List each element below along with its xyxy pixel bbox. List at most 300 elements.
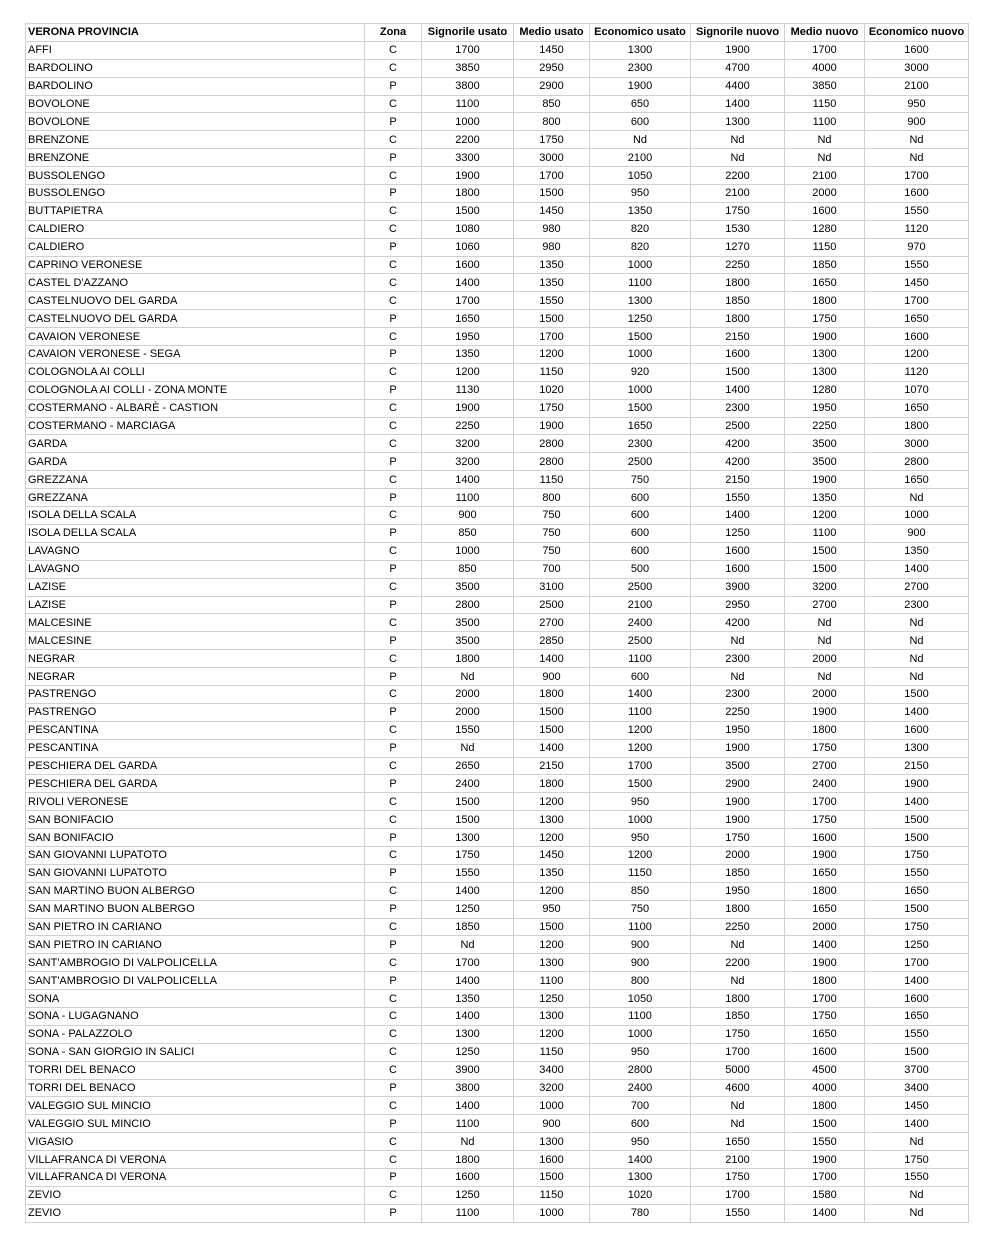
cell-economico-usato: 1900 (590, 77, 691, 95)
table-row (26, 310, 969, 328)
cell-economico-nuovo: 1600 (865, 185, 969, 203)
cell-medio-usato: 950 (514, 900, 590, 918)
cell-signorile-nuovo: 1600 (691, 560, 785, 578)
cell-economico-usato: 1400 (590, 1151, 691, 1169)
cell-signorile-nuovo: 2250 (691, 918, 785, 936)
table-row (26, 41, 969, 59)
cell-medio-usato: 750 (514, 507, 590, 525)
cell-medio-usato: 1400 (514, 650, 590, 668)
cell-signorile-nuovo: Nd (691, 668, 785, 686)
cell-signorile-usato: 1900 (422, 399, 514, 417)
cell-economico-nuovo: 900 (865, 524, 969, 542)
cell-comune: GARDA (26, 453, 365, 471)
cell-comune: BUTTAPIETRA (26, 202, 365, 220)
cell-economico-usato: 600 (590, 1115, 691, 1133)
table-row (26, 1097, 969, 1115)
cell-medio-nuovo: 1800 (785, 721, 865, 739)
cell-zona: C (365, 954, 422, 972)
cell-signorile-usato: 2000 (422, 685, 514, 703)
cell-economico-nuovo: 1350 (865, 542, 969, 560)
cell-signorile-nuovo: 2100 (691, 185, 785, 203)
cell-economico-nuovo: 1200 (865, 346, 969, 364)
cell-economico-usato: 750 (590, 471, 691, 489)
cell-medio-usato: 2850 (514, 632, 590, 650)
cell-signorile-usato: 1300 (422, 829, 514, 847)
cell-economico-nuovo: 1700 (865, 292, 969, 310)
cell-economico-usato: 1000 (590, 381, 691, 399)
cell-comune: BOVOLONE (26, 95, 365, 113)
cell-medio-usato: 850 (514, 95, 590, 113)
cell-economico-nuovo: 970 (865, 238, 969, 256)
table-row (26, 1133, 969, 1151)
cell-medio-usato: 1100 (514, 972, 590, 990)
cell-economico-nuovo: 1120 (865, 363, 969, 381)
cell-comune: AFFI (26, 41, 365, 59)
cell-economico-nuovo: 1550 (865, 864, 969, 882)
cell-comune: CAPRINO VERONESE (26, 256, 365, 274)
cell-zona: P (365, 1115, 422, 1133)
cell-comune: SAN GIOVANNI LUPATOTO (26, 846, 365, 864)
cell-economico-nuovo: 1800 (865, 417, 969, 435)
cell-zona: P (365, 149, 422, 167)
cell-economico-usato: 1400 (590, 685, 691, 703)
cell-zona: C (365, 59, 422, 77)
cell-economico-nuovo: 2100 (865, 77, 969, 95)
cell-signorile-nuovo: Nd (691, 1115, 785, 1133)
table-row (26, 292, 969, 310)
cell-zona: C (365, 328, 422, 346)
cell-zona: C (365, 363, 422, 381)
cell-signorile-nuovo: 2250 (691, 256, 785, 274)
cell-economico-usato: 950 (590, 1133, 691, 1151)
cell-signorile-usato: 3200 (422, 435, 514, 453)
cell-comune: ZEVIO (26, 1186, 365, 1204)
cell-medio-nuovo: 1100 (785, 113, 865, 131)
cell-medio-nuovo: 2000 (785, 918, 865, 936)
price-table (25, 23, 969, 1223)
cell-medio-usato: 1300 (514, 811, 590, 829)
cell-signorile-usato: 1750 (422, 846, 514, 864)
cell-signorile-nuovo: 1700 (691, 1043, 785, 1061)
table-row (26, 721, 969, 739)
cell-economico-nuovo: 1070 (865, 381, 969, 399)
cell-signorile-usato: 1250 (422, 1043, 514, 1061)
cell-signorile-nuovo: 1750 (691, 829, 785, 847)
cell-medio-nuovo: Nd (785, 668, 865, 686)
cell-medio-usato: 980 (514, 238, 590, 256)
cell-economico-usato: 1150 (590, 864, 691, 882)
cell-comune: PESCANTINA (26, 721, 365, 739)
table-row (26, 95, 969, 113)
cell-signorile-nuovo: 2300 (691, 399, 785, 417)
cell-medio-nuovo: Nd (785, 149, 865, 167)
table-row (26, 381, 969, 399)
cell-signorile-usato: 2400 (422, 775, 514, 793)
cell-economico-nuovo: 900 (865, 113, 969, 131)
cell-signorile-nuovo: 2950 (691, 596, 785, 614)
cell-economico-usato: 950 (590, 185, 691, 203)
cell-medio-usato: 1750 (514, 131, 590, 149)
cell-economico-nuovo: 1750 (865, 1151, 969, 1169)
cell-medio-nuovo: 1850 (785, 256, 865, 274)
cell-medio-nuovo: 1900 (785, 846, 865, 864)
table-row (26, 202, 969, 220)
cell-economico-usato: 800 (590, 972, 691, 990)
cell-medio-nuovo: 2000 (785, 185, 865, 203)
cell-economico-usato: 2100 (590, 149, 691, 167)
cell-signorile-nuovo: 1800 (691, 310, 785, 328)
cell-medio-usato: 1300 (514, 954, 590, 972)
cell-signorile-nuovo: 1300 (691, 113, 785, 131)
cell-medio-usato: 1350 (514, 274, 590, 292)
cell-zona: C (365, 757, 422, 775)
header-medio-nuovo: Medio nuovo (785, 24, 865, 42)
cell-signorile-nuovo: 1600 (691, 346, 785, 364)
cell-economico-nuovo: 2150 (865, 757, 969, 775)
cell-comune: SAN BONIFACIO (26, 811, 365, 829)
cell-medio-nuovo: 1650 (785, 900, 865, 918)
cell-economico-usato: 2500 (590, 632, 691, 650)
cell-medio-nuovo: 1500 (785, 542, 865, 560)
cell-signorile-usato: 1060 (422, 238, 514, 256)
cell-comune: PESCHIERA DEL GARDA (26, 757, 365, 775)
table-row (26, 274, 969, 292)
cell-zona: C (365, 1043, 422, 1061)
cell-economico-usato: 1350 (590, 202, 691, 220)
cell-zona: P (365, 596, 422, 614)
cell-medio-usato: 1000 (514, 1097, 590, 1115)
cell-economico-nuovo: 1500 (865, 685, 969, 703)
cell-zona: C (365, 292, 422, 310)
cell-economico-usato: 1050 (590, 990, 691, 1008)
cell-economico-usato: 700 (590, 1097, 691, 1115)
table-body (26, 41, 969, 1222)
cell-signorile-nuovo: 1850 (691, 1007, 785, 1025)
table-row (26, 507, 969, 525)
cell-medio-nuovo: 1700 (785, 41, 865, 59)
cell-medio-nuovo: 1700 (785, 1169, 865, 1187)
cell-medio-nuovo: 1280 (785, 381, 865, 399)
cell-medio-nuovo: 1100 (785, 524, 865, 542)
cell-economico-nuovo: 1120 (865, 220, 969, 238)
cell-zona: C (365, 793, 422, 811)
cell-comune: LAVAGNO (26, 560, 365, 578)
cell-economico-usato: 750 (590, 900, 691, 918)
cell-signorile-nuovo: 2150 (691, 471, 785, 489)
cell-zona: P (365, 524, 422, 542)
cell-medio-nuovo: 1600 (785, 1043, 865, 1061)
cell-signorile-nuovo: 2100 (691, 1151, 785, 1169)
cell-medio-usato: 1750 (514, 399, 590, 417)
cell-economico-nuovo: 1600 (865, 41, 969, 59)
table-row (26, 471, 969, 489)
cell-economico-nuovo: Nd (865, 650, 969, 668)
cell-medio-usato: 2950 (514, 59, 590, 77)
cell-economico-nuovo: 1400 (865, 560, 969, 578)
cell-signorile-nuovo: 1800 (691, 990, 785, 1008)
cell-medio-usato: 1800 (514, 775, 590, 793)
cell-zona: C (365, 721, 422, 739)
table-row (26, 596, 969, 614)
cell-comune: ZEVIO (26, 1204, 365, 1222)
cell-medio-usato: 1300 (514, 1133, 590, 1151)
cell-comune: GREZZANA (26, 471, 365, 489)
cell-medio-nuovo: 1900 (785, 703, 865, 721)
cell-zona: P (365, 1169, 422, 1187)
cell-signorile-nuovo: 1850 (691, 864, 785, 882)
cell-zona: C (365, 846, 422, 864)
cell-signorile-usato: 1350 (422, 990, 514, 1008)
table-row (26, 990, 969, 1008)
cell-economico-nuovo: Nd (865, 149, 969, 167)
cell-signorile-nuovo: 4200 (691, 614, 785, 632)
cell-medio-nuovo: 1900 (785, 471, 865, 489)
cell-economico-nuovo: 1900 (865, 775, 969, 793)
cell-economico-nuovo: 1500 (865, 900, 969, 918)
cell-medio-usato: 2500 (514, 596, 590, 614)
cell-economico-nuovo: 1650 (865, 310, 969, 328)
header-economico-nuovo: Economico nuovo (865, 24, 969, 42)
header-economico-usato: Economico usato (590, 24, 691, 42)
cell-zona: C (365, 274, 422, 292)
cell-signorile-nuovo: 1750 (691, 1169, 785, 1187)
cell-medio-usato: 1150 (514, 471, 590, 489)
cell-economico-usato: 600 (590, 113, 691, 131)
cell-comune: BRENZONE (26, 149, 365, 167)
cell-medio-nuovo: 1900 (785, 328, 865, 346)
cell-signorile-usato: 1500 (422, 202, 514, 220)
cell-economico-nuovo: 2700 (865, 578, 969, 596)
cell-medio-usato: 1500 (514, 185, 590, 203)
cell-medio-usato: 3200 (514, 1079, 590, 1097)
cell-signorile-nuovo: 1950 (691, 721, 785, 739)
cell-economico-nuovo: 2300 (865, 596, 969, 614)
table-row (26, 1043, 969, 1061)
cell-signorile-usato: 850 (422, 560, 514, 578)
cell-signorile-nuovo: 1650 (691, 1133, 785, 1151)
table-row (26, 220, 969, 238)
cell-signorile-nuovo: 2500 (691, 417, 785, 435)
cell-signorile-nuovo: 4600 (691, 1079, 785, 1097)
header-row (26, 24, 969, 42)
cell-economico-usato: 600 (590, 507, 691, 525)
cell-comune: PASTRENGO (26, 685, 365, 703)
table-row (26, 1204, 969, 1222)
cell-economico-nuovo: 1550 (865, 1169, 969, 1187)
cell-medio-nuovo: 1750 (785, 811, 865, 829)
cell-medio-usato: 3100 (514, 578, 590, 596)
cell-medio-usato: 2150 (514, 757, 590, 775)
cell-medio-usato: 700 (514, 560, 590, 578)
cell-zona: C (365, 1151, 422, 1169)
cell-medio-nuovo: 1750 (785, 739, 865, 757)
cell-signorile-usato: 3500 (422, 632, 514, 650)
header-signorile-nuovo: Signorile nuovo (691, 24, 785, 42)
cell-medio-usato: 3400 (514, 1061, 590, 1079)
cell-medio-nuovo: 1750 (785, 310, 865, 328)
cell-economico-usato: 1500 (590, 399, 691, 417)
cell-comune: LAVAGNO (26, 542, 365, 560)
cell-comune: SONA - LUGAGNANO (26, 1007, 365, 1025)
cell-economico-nuovo: 3400 (865, 1079, 969, 1097)
cell-economico-usato: 1500 (590, 328, 691, 346)
cell-signorile-usato: 1400 (422, 1007, 514, 1025)
cell-comune: BOVOLONE (26, 113, 365, 131)
cell-economico-usato: 1200 (590, 846, 691, 864)
cell-signorile-usato: Nd (422, 1133, 514, 1151)
cell-economico-nuovo: 1600 (865, 328, 969, 346)
cell-economico-nuovo: 1650 (865, 399, 969, 417)
cell-medio-usato: 1200 (514, 882, 590, 900)
cell-medio-nuovo: 2000 (785, 685, 865, 703)
cell-comune: BUSSOLENGO (26, 185, 365, 203)
cell-comune: BRENZONE (26, 131, 365, 149)
cell-signorile-usato: 1550 (422, 721, 514, 739)
table-row (26, 793, 969, 811)
cell-signorile-usato: 1600 (422, 256, 514, 274)
cell-comune: VALEGGIO SUL MINCIO (26, 1097, 365, 1115)
cell-signorile-usato: 1800 (422, 1151, 514, 1169)
cell-zona: C (365, 542, 422, 560)
cell-signorile-usato: 2800 (422, 596, 514, 614)
cell-economico-usato: 1300 (590, 292, 691, 310)
cell-comune: CAVAION VERONESE (26, 328, 365, 346)
cell-medio-nuovo: 1900 (785, 1151, 865, 1169)
cell-zona: C (365, 1133, 422, 1151)
cell-comune: GARDA (26, 435, 365, 453)
cell-economico-usato: 1650 (590, 417, 691, 435)
cell-economico-nuovo: 1750 (865, 846, 969, 864)
cell-signorile-nuovo: Nd (691, 1097, 785, 1115)
cell-economico-nuovo: 1400 (865, 703, 969, 721)
cell-signorile-usato: 1650 (422, 310, 514, 328)
cell-medio-nuovo: 1350 (785, 489, 865, 507)
cell-comune: CASTELNUOVO DEL GARDA (26, 292, 365, 310)
cell-medio-usato: 1150 (514, 1043, 590, 1061)
cell-economico-nuovo: 1700 (865, 167, 969, 185)
table-row (26, 578, 969, 596)
cell-signorile-nuovo: 1400 (691, 381, 785, 399)
cell-medio-usato: 1250 (514, 990, 590, 1008)
cell-zona: C (365, 202, 422, 220)
cell-signorile-usato: 1250 (422, 900, 514, 918)
header-medio-usato: Medio usato (514, 24, 590, 42)
cell-economico-nuovo: 1700 (865, 954, 969, 972)
cell-signorile-usato: 850 (422, 524, 514, 542)
cell-medio-usato: 1500 (514, 1169, 590, 1187)
cell-medio-nuovo: 1300 (785, 363, 865, 381)
header-zona: Zona (365, 24, 422, 42)
cell-signorile-usato: 3800 (422, 1079, 514, 1097)
cell-economico-usato: Nd (590, 131, 691, 149)
cell-signorile-usato: 1550 (422, 864, 514, 882)
cell-comune: VALEGGIO SUL MINCIO (26, 1115, 365, 1133)
cell-zona: P (365, 739, 422, 757)
cell-comune: CAVAION VERONESE - SEGA (26, 346, 365, 364)
cell-signorile-nuovo: Nd (691, 936, 785, 954)
cell-economico-nuovo: Nd (865, 614, 969, 632)
cell-zona: P (365, 113, 422, 131)
table-row (26, 668, 969, 686)
cell-zona: C (365, 578, 422, 596)
cell-medio-nuovo: 1950 (785, 399, 865, 417)
cell-comune: CASTEL D'AZZANO (26, 274, 365, 292)
cell-signorile-nuovo: 1600 (691, 542, 785, 560)
cell-medio-usato: 1700 (514, 167, 590, 185)
cell-zona: C (365, 471, 422, 489)
cell-comune: PASTRENGO (26, 703, 365, 721)
cell-medio-usato: 900 (514, 1115, 590, 1133)
cell-signorile-nuovo: 1900 (691, 811, 785, 829)
cell-medio-nuovo: 2700 (785, 596, 865, 614)
cell-economico-usato: 850 (590, 882, 691, 900)
cell-medio-nuovo: 1800 (785, 972, 865, 990)
table-row (26, 167, 969, 185)
cell-signorile-nuovo: 1550 (691, 489, 785, 507)
cell-comune: ISOLA DELLA SCALA (26, 507, 365, 525)
cell-zona: C (365, 1007, 422, 1025)
cell-signorile-usato: 3800 (422, 77, 514, 95)
cell-economico-nuovo: Nd (865, 632, 969, 650)
cell-zona: C (365, 990, 422, 1008)
cell-signorile-usato: Nd (422, 936, 514, 954)
cell-economico-nuovo: 2800 (865, 453, 969, 471)
cell-economico-usato: 600 (590, 489, 691, 507)
cell-medio-nuovo: 1280 (785, 220, 865, 238)
cell-medio-usato: 1600 (514, 1151, 590, 1169)
cell-signorile-usato: 2250 (422, 417, 514, 435)
cell-zona: C (365, 882, 422, 900)
cell-zona: C (365, 256, 422, 274)
cell-economico-nuovo: 1750 (865, 918, 969, 936)
cell-medio-usato: 1800 (514, 685, 590, 703)
cell-medio-usato: 1500 (514, 703, 590, 721)
cell-signorile-nuovo: 1800 (691, 900, 785, 918)
cell-medio-usato: 1000 (514, 1204, 590, 1222)
cell-medio-nuovo: 2700 (785, 757, 865, 775)
cell-economico-usato: 950 (590, 793, 691, 811)
cell-signorile-usato: 2200 (422, 131, 514, 149)
cell-economico-nuovo: Nd (865, 668, 969, 686)
cell-comune: COSTERMANO - ALBARÈ - CASTION (26, 399, 365, 417)
table-row (26, 936, 969, 954)
cell-medio-usato: 1500 (514, 310, 590, 328)
table-row (26, 1061, 969, 1079)
table-row (26, 149, 969, 167)
cell-economico-usato: 1300 (590, 41, 691, 59)
cell-medio-usato: 800 (514, 489, 590, 507)
cell-economico-usato: 1100 (590, 274, 691, 292)
cell-medio-nuovo: 4000 (785, 1079, 865, 1097)
cell-economico-usato: 780 (590, 1204, 691, 1222)
cell-comune: SAN PIETRO IN CARIANO (26, 918, 365, 936)
cell-signorile-usato: 3500 (422, 578, 514, 596)
cell-comune: CALDIERO (26, 220, 365, 238)
cell-economico-nuovo: 1000 (865, 507, 969, 525)
cell-signorile-usato: 900 (422, 507, 514, 525)
cell-economico-nuovo: Nd (865, 1204, 969, 1222)
cell-economico-usato: 1020 (590, 1186, 691, 1204)
cell-economico-nuovo: 1500 (865, 1043, 969, 1061)
cell-medio-nuovo: 1150 (785, 95, 865, 113)
cell-comune: SAN PIETRO IN CARIANO (26, 936, 365, 954)
cell-economico-usato: 1000 (590, 346, 691, 364)
cell-medio-nuovo: 1550 (785, 1133, 865, 1151)
cell-signorile-nuovo: 1900 (691, 793, 785, 811)
table-row (26, 131, 969, 149)
cell-economico-usato: 950 (590, 829, 691, 847)
cell-zona: P (365, 775, 422, 793)
